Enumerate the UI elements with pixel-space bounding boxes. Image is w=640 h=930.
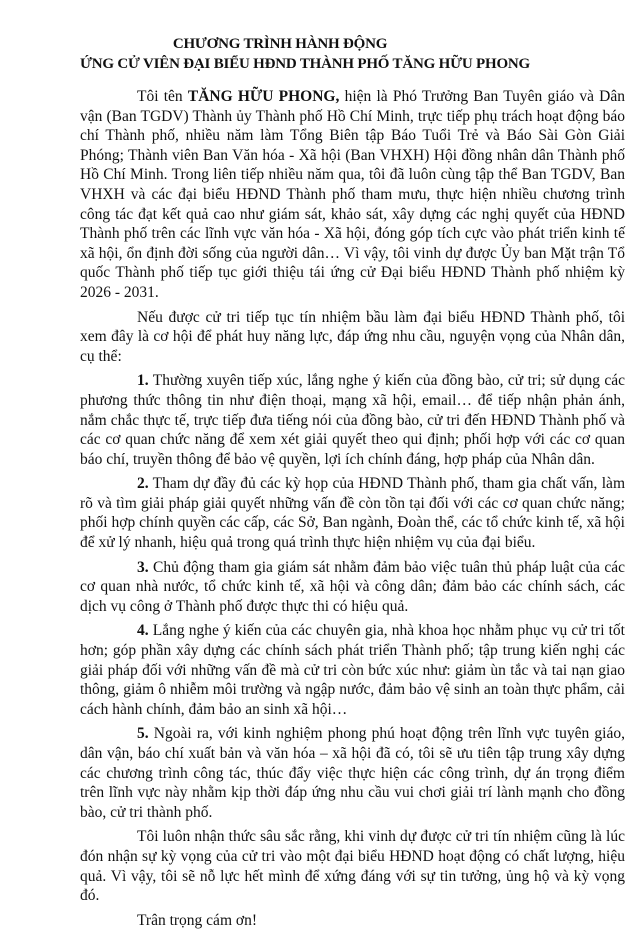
title-line-2: ỨNG CỬ VIÊN ĐẠI BIỂU HĐND THÀNH PHỐ TĂNG HỮU PHONG — [80, 56, 531, 72]
paragraph-closing: Tôi luôn nhận thức sâu sắc rằng, khi vinh dự được cử tri tín nhiệm cũng là lúc đón nhận sự kỳ vọng của cử tri vào một đại biểu HĐND hoạt động có chất lượng, hiệu quả. Vì vậy, tôi sẽ nỗ lực hết mình để xứng đáng với sự tin tưởng, ủng hộ và kỳ vọng đó. — [80, 828, 625, 905]
action-item-4: 4. Lắng nghe ý kiến của các chuyên gia, nhà khoa học nhằm phục vụ cử tri tốt hơn; góp phần xây dựng các chính sách phát triển Thành phố; tập trung kiến nghị các giải pháp đối với những vấn đề mà cử tri còn bức xúc như: giảm ùn tắc và tai nạn giao thông, giảm ô nhiễm môi trường và ngập nước, đảm bảo vệ sinh an toàn thực phẩm, cải cách hành chính, đảm bảo an sinh xã hội… — [80, 622, 625, 718]
document-body — [80, 87, 625, 930]
action-item-3: 3. Chủ động tham gia giám sát nhằm đảm bảo việc tuân thủ pháp luật của các cơ quan nhà nước, tổ chức kinh tế, xã hội và công dân; đảm bảo các chính sách, các dịch vụ công ở Thành phố được thực thi có hiệu quả. — [80, 558, 625, 615]
title-line-1: CHƯƠNG TRÌNH HÀNH ĐỘNG — [172, 36, 388, 52]
paragraph-intro: Tôi tên TĂNG HỮU PHONG, hiện là Phó Trưởng Ban Tuyên giáo và Dân vận (Ban TGDV) Thành ủy Thành phố Hồ Chí Minh, trực tiếp phụ trách hoạt động báo chí Thành phố, nhiều năm làm Tổng Biên tập Báo Tuổi Trẻ và Báo Sài Gòn Giải Phóng; Thành viên Ban Văn hóa - Xã hội (Ban VHXH) Hội đồng nhân dân Thành phố Hồ Chí Minh. Trong liên tiếp nhiều năm qua, tôi đã luôn cùng tập thể Ban TGDV, Ban VHXH và các đại biểu HĐND Thành phố tham mưu, thực hiện nhiều chương trình công tác đạt kết quả cao như giám sát, khảo sát, xây dựng các nghị quyết của HĐND Thành phố trên các lĩnh vực văn hóa - Xã hội, đóng góp tích cực vào phát triển kinh tế xã hội, ổn định đời sống của người dân… Vì vậy, tôi vinh dự được Ủy ban Mặt trận Tổ quốc Thành phố tiếp tục giới thiệu tái ứng cử Đại biểu HĐND Thành phố nhiệm kỳ 2026 - 2031. — [80, 88, 625, 301]
thanks-line: Trân trọng cám ơn! — [137, 911, 257, 929]
document-title — [80, 34, 531, 74]
action-item-2: 2. Tham dự đầy đủ các kỳ họp của HĐND Thành phố, tham gia chất vấn, làm rõ và tìm giải pháp giải quyết những vấn đề còn tồn tại đối với các cơ quan chức năng; phối hợp chính quyền các cấp, các Sở, Ban ngành, Đoàn thể, các tổ chức kinh tế, xã hội để xử lý nhanh, hiệu quả trong quá trình thực hiện nhiệm vụ của đại biểu. — [80, 475, 625, 552]
action-item-1: 1. Thường xuyên tiếp xúc, lắng nghe ý kiến của đồng bào, cử tri; sử dụng các phương thức thông tin như điện thoại, mạng xã hội, email… để tiếp nhận phản ánh, nắm chắc thực tế, trực tiếp đưa tiếng nói của đồng bào, cử tri đến HĐND Thành phố và các cơ quan chức năng để xem xét giải quyết theo qui định; phối hợp với các cơ quan báo chí, truyền thông để bảo vệ quyền, lợi ích chính đáng, hợp pháp của Nhân dân. — [80, 372, 625, 468]
paragraph-commitment-intro: Nếu được cử tri tiếp tục tín nhiệm bầu làm đại biểu HĐND Thành phố, tôi xem đây là cơ hội để phát huy năng lực, đáp ứng nhu cầu, nguyện vọng của Nhân dân, cụ thể: — [80, 308, 625, 365]
action-item-5: 5. Ngoài ra, với kinh nghiệm phong phú hoạt động trên lĩnh vực tuyên giáo, dân vận, báo chí xuất bản và văn hóa – xã hội đã có, tôi sẽ ưu tiên tập trung xây dựng các chương trình công tác, thúc đẩy việc thực hiện các công trình, dự án trọng điểm trên lĩnh vực này nhằm kịp thời đáp ứng nhu cầu vui chơi giải trí lành mạnh cho đồng bào, cử tri thành phố. — [80, 725, 625, 821]
